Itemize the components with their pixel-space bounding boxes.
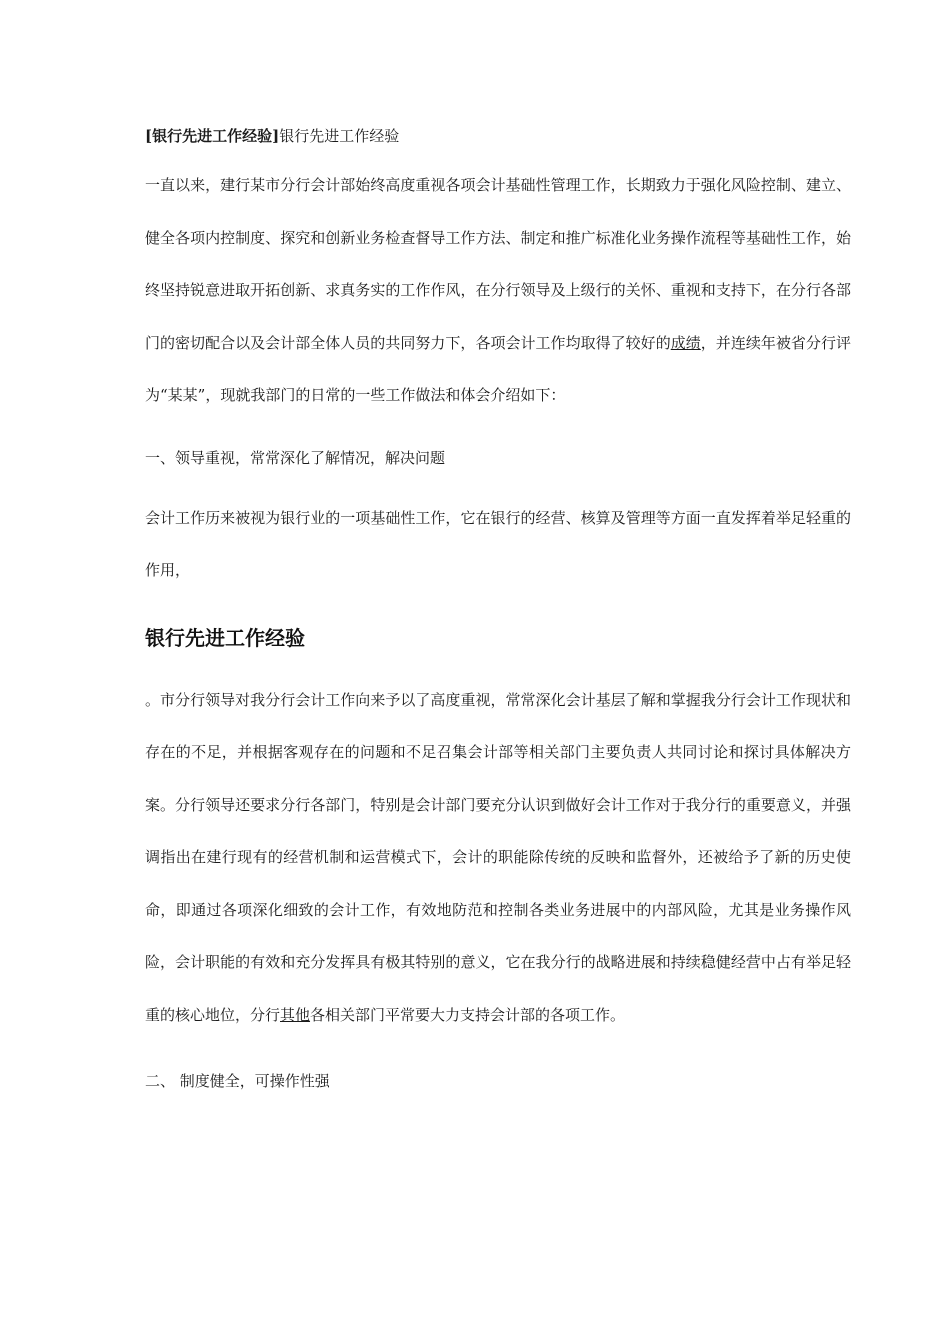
section1-continued-text-2: 各相关部门平常要大力支持会计部的各项工作。: [310, 1005, 626, 1024]
document-title: [145, 124, 851, 148]
document-page: [145, 124, 851, 1093]
intro-paragraph-text-2: ，并连续年被省分行评为“某某”，现就我部门的日常的一些工作做法和体会介绍如下：: [145, 333, 851, 404]
other-link[interactable]: 其他: [280, 1005, 311, 1024]
document-title-bracket: [银行先进工作经验]: [145, 127, 280, 145]
section1-heading: 一、领导重视，常常深化了解情况，解决问题: [145, 448, 446, 467]
section2-heading: 二、 制度健全，可操作性强: [145, 1072, 330, 1090]
section1-continued-paragraph: [145, 674, 851, 1042]
document-title-plain: 银行先进工作经验: [279, 127, 400, 145]
big-heading: 银行先进工作经验: [145, 625, 305, 650]
achievement-link[interactable]: 成绩: [670, 333, 701, 352]
section1-continued-text-1: 。市分行领导对我分行会计工作向来予以了高度重视，常常深化会计基层了解和掌握我分行会计工作现状和存在的不足，并根据客观存在的问题和不足召集会计部等相关部门主要负责人共同讨论和探讨具体解决方案。分行领导还要求分行各部门，特别是会计部门要充分认识到做好会计工作对于我分行的重要意义，并强调指出在建行现有的经营机制和运营模式下，会计的职能除传统的反映和监督外，还被给予了新的历史使命，即通过各项深化细致的会计工作，有效地防范和控制各类业务进展中的内部风险，尤其是业务操作风险，会计职能的有效和充分发挥具有极其特别的意义，它在我分行的战略进展和持续稳健经营中占有举足轻重的核心地位，分行: [145, 690, 851, 1024]
section1-paragraph: 会计工作历来被视为银行业的一项基础性工作，它在银行的经营、核算及管理等方面一直发挥着举足轻重的作用，: [145, 508, 851, 579]
intro-paragraph-text-1: 一直以来，建行某市分行会计部始终高度重视各项会计基础性管理工作，长期致力于强化风险控制、建立、健全各项内控制度、探究和创新业务检查督导工作方法、制定和推广标准化业务操作流程等基础性工作，始终坚持锐意进取开拓创新、求真务实的工作作风，在分行领导及上级行的关怀、重视和支持下，在分行各部门的密切配合以及会计部全体人员的共同努力下，各项会计工作均取得了较好的: [145, 176, 851, 352]
intro-paragraph: [145, 159, 851, 422]
